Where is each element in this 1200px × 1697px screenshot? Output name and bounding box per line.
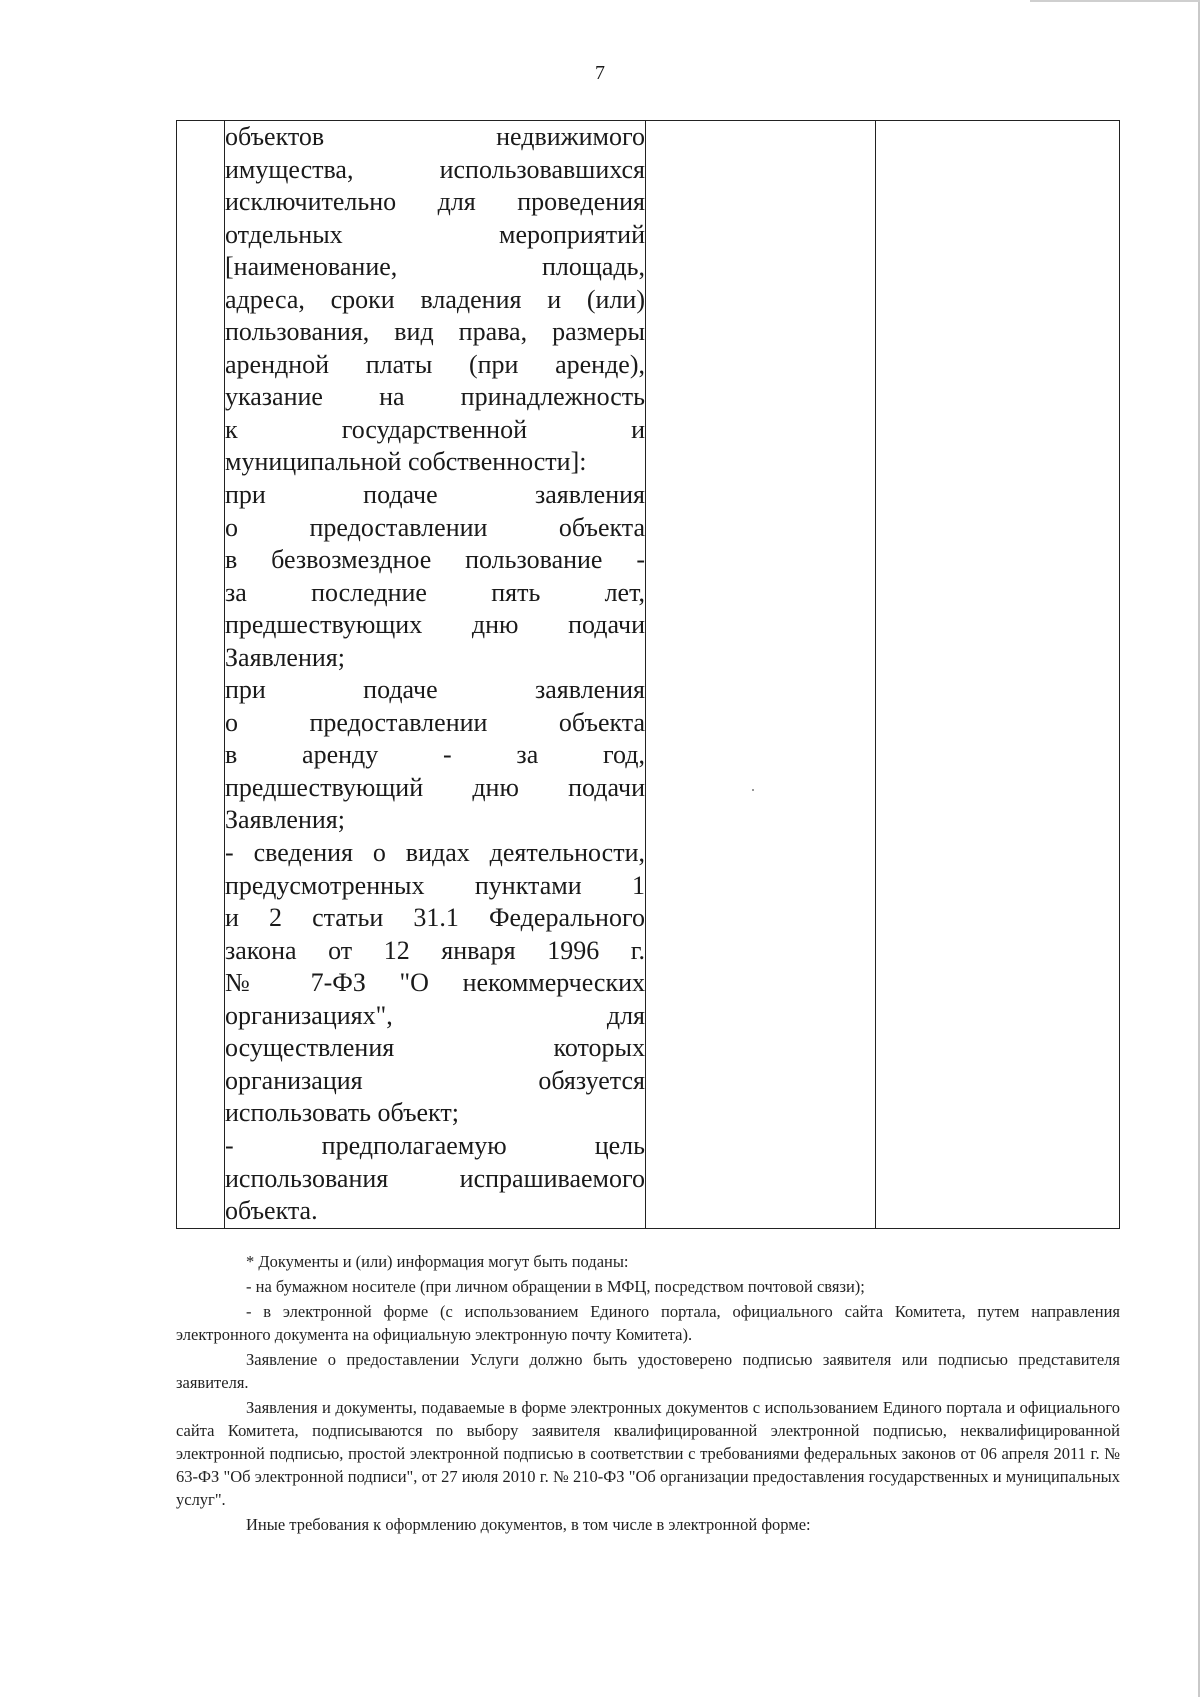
cell-line: о предоставлении объекта bbox=[225, 707, 645, 737]
cell-line: Заявления; bbox=[225, 805, 345, 835]
cell-line: предшествующий дню подачи bbox=[225, 772, 645, 802]
cell-line: при подаче заявления bbox=[225, 675, 645, 705]
cell-line: исключительно для проведения bbox=[225, 187, 645, 217]
number-cell bbox=[177, 121, 225, 1229]
cell-line: осуществления которых bbox=[225, 1033, 645, 1063]
empty-cell bbox=[876, 121, 1120, 1229]
cell-line: закона от 12 января 1996 г. bbox=[225, 935, 645, 965]
table-row bbox=[177, 121, 1120, 1229]
footnote-paragraph: - в электронной форме (с использованием Единого портала, официального сайта Комитета, путем направления электронного документа на официальную электронную почту Комитета). bbox=[176, 1302, 1120, 1344]
cell-line: при подаче заявления bbox=[225, 480, 645, 510]
footnote-paragraph: Заявления и документы, подаваемые в форме электронных документов с использованием Единого портала и официального сайта Комитета, подписываются по выбору заявителя квалифицированной электронной подписью, неквалифицированной электронной подписью, простой электронной подписью в соответствии с требованиями федеральных законов от 06 апреля 2011 г. № 63-ФЗ "Об электронной подписи", от 27 июля 2010 г. № 210-ФЗ "Об организации предоставления государственных и муниципальных услуг". bbox=[176, 1398, 1120, 1509]
cell-line: использовать объект; bbox=[225, 1098, 459, 1128]
cell-line: [наименование, площадь, bbox=[225, 252, 645, 282]
cell-line: за последние пять лет, bbox=[225, 577, 645, 607]
cell-line: пользования, вид права, размеры bbox=[225, 317, 645, 347]
requirements-table bbox=[176, 120, 1120, 1229]
empty-cell bbox=[646, 121, 876, 1229]
cell-line: к государственной и bbox=[225, 414, 645, 444]
cell-line: имущества, использовавшихся bbox=[225, 154, 645, 184]
description-cell bbox=[225, 121, 646, 1229]
footnote-paragraph: - на бумажном носителе (при личном обращении в МФЦ, посредством почтовой связи); bbox=[246, 1277, 865, 1296]
cell-line: о предоставлении объекта bbox=[225, 512, 645, 542]
page-number: 7 bbox=[595, 62, 605, 84]
cell-line: указание на принадлежность bbox=[225, 382, 645, 412]
cell-line: - сведения о видах деятельности, bbox=[225, 838, 645, 868]
cell-line: объекта. bbox=[225, 1196, 318, 1226]
footnote-paragraph: Заявление о предоставлении Услуги должно быть удостоверено подписью заявителя или подписью представителя заявителя. bbox=[176, 1350, 1120, 1392]
footnote-paragraph: * Документы и (или) информация могут быть поданы: bbox=[246, 1252, 629, 1271]
footnotes bbox=[176, 1250, 1120, 1538]
cell-line: организациях", для bbox=[225, 1000, 645, 1030]
cell-line: использования испрашиваемого bbox=[225, 1163, 645, 1193]
cell-line: в безвозмездное пользование - bbox=[225, 545, 645, 575]
scan-speck bbox=[752, 789, 754, 791]
cell-line: Заявления; bbox=[225, 642, 345, 672]
cell-line: муниципальной собственности]: bbox=[225, 447, 587, 477]
cell-line: № 7-ФЗ "О некоммерческих bbox=[225, 968, 645, 998]
cell-line: и 2 статьи 31.1 Федерального bbox=[225, 903, 645, 933]
scan-edge-top bbox=[1030, 0, 1200, 2]
cell-line: предшествующих дню подачи bbox=[225, 610, 645, 640]
cell-line: в аренду - за год, bbox=[225, 740, 645, 770]
cell-line: объектов недвижимого bbox=[225, 122, 645, 151]
cell-line: организация обязуется bbox=[225, 1065, 645, 1095]
footnote-paragraph: Иные требования к оформлению документов, в том числе в электронной форме: bbox=[246, 1515, 811, 1534]
cell-line: предусмотренных пунктами 1 bbox=[225, 870, 645, 900]
cell-line: отдельных мероприятий bbox=[225, 219, 645, 249]
cell-line: адреса, сроки владения и (или) bbox=[225, 284, 645, 314]
cell-line: арендной платы (при аренде), bbox=[225, 349, 645, 379]
cell-line: - предполагаемую цель bbox=[225, 1130, 645, 1160]
